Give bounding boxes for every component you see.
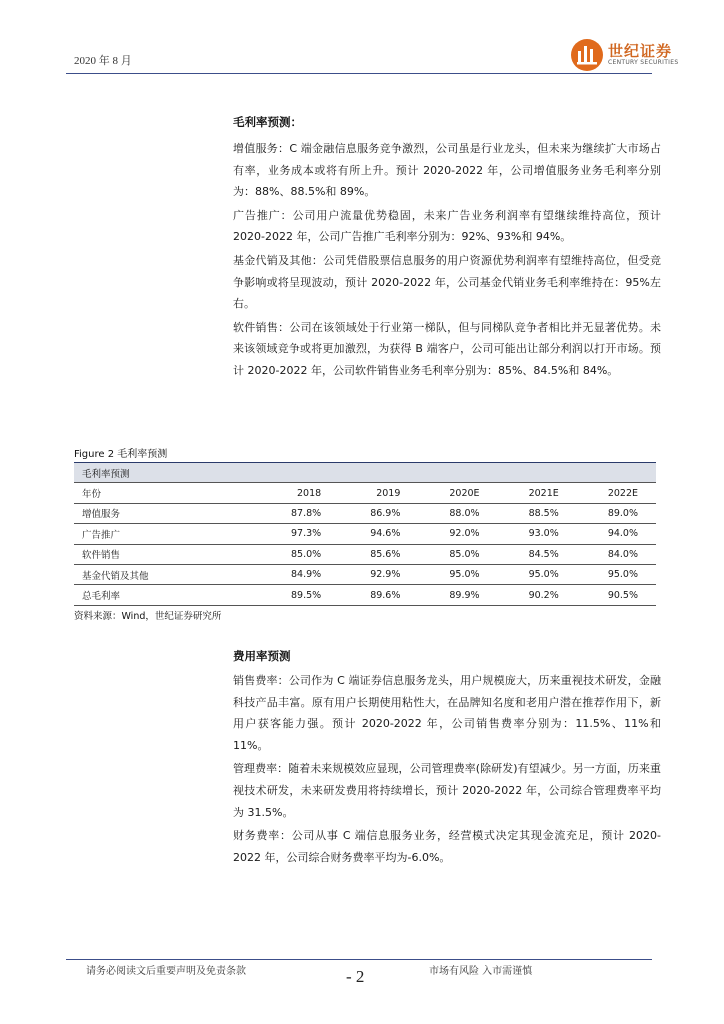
paragraph-admin-expense: 管理费率：随着未来规模效应显现，公司管理费率(除研发)有望减少。另一方面，历来重视技术研发，未来研发费用将持续增长，预计 2020-2022 年，公司综合管理费率平均为 31.5%。 — [233, 762, 661, 819]
table-cell: 90.2% — [498, 585, 577, 605]
header-date: 2020 年 8 月 — [74, 55, 132, 67]
paragraph-advertising: 广告推广：公司用户流量优势稳固，未来广告业务利润率有望继续维持高位，预计 2020-2022 年，公司广告推广毛利率分别为：92%、93%和 94%。 — [233, 208, 661, 244]
century-securities-logo-icon — [570, 38, 604, 72]
table-source: 资料来源：Wind，世纪证券研究所 — [74, 611, 222, 622]
table-cell: 86.9% — [339, 503, 418, 523]
figure-caption: Figure 2 毛利率预测 — [74, 449, 168, 460]
table-header-cell: 2018 — [260, 483, 339, 503]
table-cell: 增值服务 — [74, 503, 260, 523]
table-cell: 94.6% — [339, 524, 418, 544]
table-cell: 基金代销及其他 — [74, 564, 260, 584]
gross-margin-table — [74, 462, 656, 606]
table-row — [74, 524, 656, 544]
footer-divider — [66, 959, 652, 960]
table-row — [74, 503, 656, 523]
logo-text-en: CENTURY SECURITIES — [608, 59, 679, 66]
table-cell: 95.0% — [577, 564, 656, 584]
table-cell: 89.0% — [577, 503, 656, 523]
table-cell: 97.3% — [260, 524, 339, 544]
table-header-cell: 2022E — [577, 483, 656, 503]
table-cell: 84.5% — [498, 544, 577, 564]
table-cell: 95.0% — [498, 564, 577, 584]
table-cell: 88.0% — [418, 503, 497, 523]
paragraph-value-added-services: 增值服务：C 端金融信息服务竞争激烈，公司虽是行业龙头，但未来为继续扩大市场占有率，业务成本或将有所上升。预计 2020-2022 年，公司增值服务业务毛利率分别为：88%、88.5%和 89%。 — [233, 142, 661, 199]
footer-risk-notice: 市场有风险 入市需谨慎 — [429, 966, 533, 977]
table-header-cell: 2020E — [418, 483, 497, 503]
table-cell: 85.0% — [418, 544, 497, 564]
table-cell: 89.6% — [339, 585, 418, 605]
table-row-total — [74, 585, 656, 605]
section-title: 毛利率预测： — [233, 115, 302, 129]
table-cell: 89.5% — [260, 585, 339, 605]
logo-text-cn: 世纪证券 — [608, 42, 673, 60]
table-header-cell: 年份 — [74, 483, 260, 503]
table-header-cell: 2019 — [339, 483, 418, 503]
table-title-row — [74, 463, 656, 483]
table-header-row — [74, 483, 656, 503]
table-cell: 89.9% — [418, 585, 497, 605]
table-cell: 94.0% — [577, 524, 656, 544]
table-cell: 总毛利率 — [74, 585, 260, 605]
section-title: 费用率预测 — [233, 649, 291, 663]
header-divider — [66, 73, 652, 74]
table-cell: 90.5% — [577, 585, 656, 605]
table-cell: 92.0% — [418, 524, 497, 544]
table-row — [74, 544, 656, 564]
company-logo — [570, 38, 710, 74]
table-cell: 87.8% — [260, 503, 339, 523]
gross-margin-forecast-section — [233, 114, 661, 382]
table-cell: 广告推广 — [74, 524, 260, 544]
table-cell: 88.5% — [498, 503, 577, 523]
table-cell: 95.0% — [418, 564, 497, 584]
table-row — [74, 564, 656, 584]
footer-disclaimer: 请务必阅读文后重要声明及免责条款 — [86, 966, 246, 977]
table-cell: 84.9% — [260, 564, 339, 584]
page-number: - 2 — [346, 967, 365, 986]
table-cell: 85.0% — [260, 544, 339, 564]
paragraph-finance-expense: 财务费率：公司从事 C 端信息服务业务，经营模式决定其现金流充足，预计 2020-2022 年，公司综合财务费率平均为-6.0%。 — [233, 829, 661, 864]
table-cell: 92.9% — [339, 564, 418, 584]
table-cell: 软件销售 — [74, 544, 260, 564]
table-title: 毛利率预测 — [74, 463, 656, 483]
expense-ratio-forecast-section — [233, 648, 661, 868]
table-header-cell: 2021E — [498, 483, 577, 503]
table-cell: 84.0% — [577, 544, 656, 564]
table-cell: 93.0% — [498, 524, 577, 544]
paragraph-software-sales: 软件销售：公司在该领域处于行业第一梯队，但与同梯队竞争者相比并无显著优势。未来该领域竞争或将更加激烈，为获得 B 端客户，公司可能出让部分利润以打开市场。预计 2020-2022 年，公司软件销售业务毛利率分别为：85%、84.5%和 84%。 — [233, 320, 661, 377]
paragraph-selling-expense: 销售费率：公司作为 C 端证券信息服务龙头，用户规模庞大，历来重视技术研发，金融科技产品丰富。原有用户长期使用粘性大，在品牌知名度和老用户潜在推荐作用下，新用户获客能力强。预计 2020-2022 年，公司销售费率分别为：11.5%、11%和 11%。 — [233, 674, 661, 752]
table-cell: 85.6% — [339, 544, 418, 564]
paragraph-fund-sales: 基金代销及其他：公司凭借股票信息服务的用户资源优势利润率有望维持高位，但受竞争影响或将呈现波动，预计 2020-2022 年，公司基金代销业务毛利率维持在：95%左右。 — [233, 253, 661, 311]
